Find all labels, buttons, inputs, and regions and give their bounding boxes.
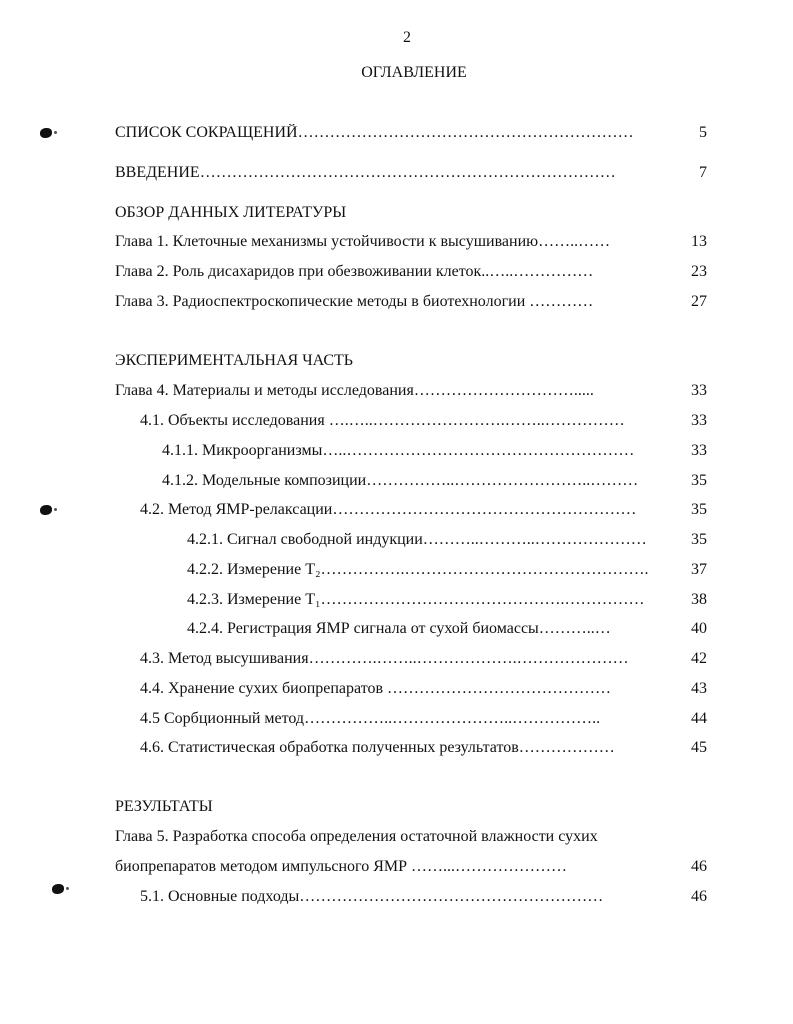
toc-entry-label: 4.2. Метод ЯМР-релаксации………………………………………………… [140, 501, 637, 518]
toc-entry-label: 4.6. Статистическая обработка полученных результатов……………… [140, 739, 615, 756]
toc-entry-label: биопрепаратов методом импульсного ЯМР ……...………………… [115, 858, 568, 875]
toc-entry [0, 650, 793, 674]
toc-entry [0, 124, 793, 148]
toc-entry [0, 531, 793, 555]
toc-entry-page: 35 [691, 531, 707, 548]
section-heading: РЕЗУЛЬТАТЫ [115, 798, 213, 815]
toc-entry-label: Глава 2. Роль дисахаридов при обезвоживании клеток..…..…………… [115, 263, 594, 280]
toc-entry-label: Глава 5. Разработка способа определения остаточной влажности сухих [115, 828, 598, 845]
toc-entry-label: 5.1. Основные подходы………………………………………………… [140, 888, 604, 905]
toc-entry-page: 45 [691, 739, 707, 756]
toc-entry [0, 561, 793, 585]
toc-entry-page: 35 [691, 472, 707, 489]
section-heading: ЭКСПЕРИМЕНТАЛЬНАЯ ЧАСТЬ [115, 352, 353, 369]
toc-entry-label: 4.2.3. Измерение T₁……………………………………….…………… [187, 591, 645, 608]
toc-entry-label: Глава 4. Материалы и методы исследования…………………………..... [115, 382, 594, 399]
toc-entry-page: 40 [691, 620, 707, 637]
toc-entry [0, 472, 793, 496]
toc-entry-label: 4.1.1. Микроорганизмы…..……………………………………………… [162, 442, 635, 459]
toc-entry [0, 888, 793, 912]
toc-entry [0, 263, 793, 287]
toc-entry-page: 46 [691, 858, 707, 875]
toc-entry-label: 4.2.2. Измерение T₂…………….………………………………………. [187, 561, 649, 578]
toc-entry-label: СПИСОК СОКРАЩЕНИЙ……………………………………………………… [115, 124, 634, 141]
toc-entry-label: Глава 3. Радиоспектроскопические методы в биотехнологии ………… [115, 293, 594, 310]
toc-entry-page: 23 [691, 263, 707, 280]
toc-entry [0, 293, 793, 317]
toc-entry [0, 620, 793, 644]
toc-entry [0, 501, 793, 525]
toc-entry [0, 382, 793, 406]
toc-entry-page: 33 [691, 382, 707, 399]
toc-entry [0, 442, 793, 466]
toc-entry-page: 7 [699, 164, 707, 181]
toc-entry [0, 739, 793, 763]
section-heading: ОБЗОР ДАННЫХ ЛИТЕРАТУРЫ [115, 204, 347, 221]
toc-entry [0, 233, 793, 257]
toc-entry-page: 44 [691, 710, 707, 727]
toc-entry-page: 38 [691, 591, 707, 608]
toc-entry [0, 591, 793, 615]
toc-entry-label: ВВЕДЕНИЕ…………………………………………………………………… [115, 164, 616, 181]
toc-entry-page: 42 [691, 650, 707, 667]
toc-entry-label: 4.2.4. Регистрация ЯМР сигнала от сухой биомассы………..… [187, 620, 611, 637]
toc-entry-label: 4.4. Хранение сухих биопрепаратов …………………………………… [140, 680, 612, 697]
toc-entry-page: 33 [691, 412, 707, 429]
toc-entry-page: 46 [691, 888, 707, 905]
toc-entry-label: Глава 1. Клеточные механизмы устойчивости к высушиванию……..…… [115, 233, 611, 250]
toc-entry-page: 33 [691, 442, 707, 459]
page-title: ОГЛАВЛЕНИЕ [361, 64, 467, 81]
toc-entry-page: 37 [691, 561, 707, 578]
toc-entry-page: 35 [691, 501, 707, 518]
page-number: 2 [403, 29, 411, 46]
toc-entry [0, 164, 793, 188]
toc-entry-page: 43 [691, 680, 707, 697]
toc-entry-label: 4.3. Метод высушивания………….……..……………….………………… [140, 650, 629, 667]
toc-entry-label: 4.1. Объекты исследования ….…..…………………….……..…………… [140, 412, 625, 429]
toc-entry [0, 710, 793, 734]
toc-entry-continuation [115, 852, 707, 882]
toc-entry-label: 4.1.2. Модельные композиции……………..……………………..……… [162, 472, 639, 489]
toc-entry [0, 412, 793, 436]
toc-entry-page: 5 [699, 124, 707, 141]
toc-entry-chapter-5 [115, 822, 707, 882]
toc-entry-label: 4.5 Сорбционный метод……………..…………………..…………….. [140, 710, 601, 727]
toc-entry [0, 680, 793, 704]
toc-entry-page: 27 [691, 293, 707, 310]
toc-entry-label: 4.2.1. Сигнал свободной индукции………..………..………………… [187, 531, 647, 548]
toc-entry-page: 13 [691, 233, 707, 250]
